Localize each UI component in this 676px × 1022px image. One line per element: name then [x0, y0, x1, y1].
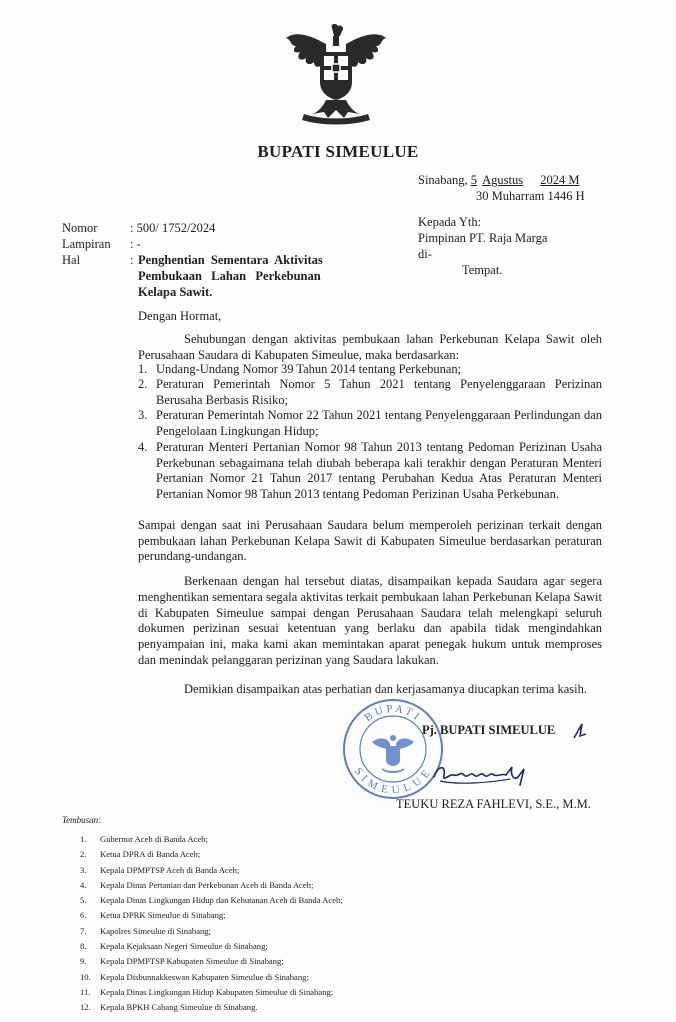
list-item: 2. Peraturan Pemerintah Nomor 5 Tahun 2021 tentang Penyelenggaraan Perizinan Berusaha Berbasis Risiko; — [138, 377, 602, 407]
date-day: 5 — [470, 173, 478, 187]
greeting: Dengan Hormat, — [138, 309, 222, 323]
svg-text:SIMEULUE — [352, 766, 434, 797]
recipient-line-4: Tempat. — [462, 263, 503, 277]
tembusan-label: Tembusan: — [62, 815, 102, 825]
initial-mark-icon — [572, 722, 588, 744]
signatory-title: Pj. BUPATI SIMEULUE — [422, 723, 556, 737]
list-item: 1. Undang-Undang Nomor 39 Tahun 2014 tentang Perkebunan; — [138, 362, 462, 376]
list-item: 9. Kepala DPMPTSP Kabupaten Simeulue di Sinabang; — [80, 956, 284, 967]
list-item: 10. Kepala Disbunnakkeswan Kabupaten Simeulue di Sinabang; — [80, 971, 309, 982]
nomor-value: : 500/ 1752/2024 — [130, 221, 216, 235]
signatory-name: TEUKU REZA FAHLEVI, S.E., M.M. — [396, 797, 591, 811]
paragraph-closing: Demikian disampaikan atas perhatian dan kerjasamanya diucapkan terima kasih. — [184, 682, 587, 696]
handwritten-signature-icon — [428, 755, 538, 795]
recipient-line-3: di- — [418, 247, 432, 261]
list-item: 11. Kepala Dinas Lingkungan Hidup Kabupaten Simeulue di Sinabang; — [80, 986, 334, 997]
list-item: 12. Kepala BPKH Cabang Simeulue di Sinabang. — [80, 1002, 258, 1013]
date-hijri: 30 Muharram 1446 H — [476, 189, 585, 203]
stamp-text-top: BUPATI — [362, 702, 424, 725]
list-item: 4. Kepala Dinas Pertanian dan Perkebunan Aceh di Banda Aceh; — [80, 879, 314, 890]
list-item: 1. Gubernur Aceh di Banda Aceh; — [80, 834, 208, 844]
list-item: 8. Kepala Kejaksaan Negeri Simeulue di Sinabang; — [80, 941, 268, 952]
date-month: Agustus — [482, 173, 524, 187]
list-item: 5. Kepala Dinas Lingkungan Hidup dan Kehutanan Aceh di Banda Aceh; — [80, 895, 343, 906]
tembusan-list — [80, 832, 440, 1016]
intro-paragraph: Sehubungan dengan aktivitas pembukaan lahan Perkebunan Kelapa Sawit oleh Perusahaan Saudara di Kabupaten Simeulue, maka berdasarkan: — [138, 332, 602, 362]
recipient-line-2: Pimpinan PT. Raja Marga — [418, 231, 548, 245]
date-place: Sinabang, — [418, 173, 468, 187]
hal-label: Hal — [62, 253, 81, 267]
list-item: 7. Kapolres Simeulue di Sinabang; — [80, 925, 211, 936]
date-line — [418, 172, 608, 188]
paragraph-status: Sampai dengan saat ini Perusahaan Saudara belum memperoleh perizinan terkait dengan pembukaan lahan Perkebunan Kelapa Sawit di Kabupaten Simeulue berdasarkan peraturan perundang-undangan. — [138, 518, 602, 563]
nomor-label: Nomor — [62, 221, 98, 235]
list-item: 3. Kepala DPMPTSP Aceh di Banda Aceh; — [80, 864, 240, 875]
list-item: 3. Peraturan Pemerintah Nomor 22 Tahun 2021 tentang Penyelenggaraan Perlindungan dan Pengelolaan Lingkungan Hidup; — [138, 408, 602, 438]
recipient-line-1: Kepada Yth: — [418, 215, 482, 229]
paragraph-instruction: Berkenaan dengan hal tersebut diatas, disampaikan kepada Saudara agar segera menghentikan sementara segala aktivitas terkait pembukaan lahan Perkebunan Kelapa Sawit di Kabupaten Simeulue sampai dengan Perusahaan Saudara telah melengkapi seluruh dokumen perizinan sesuai ketentuan yang berlaku dan apabila tidak mengindahkan penyampaian ini, maka kami akan memintakan aparat penegak hukum untuk memproses dan menindak pelanggaran perizinan yang Saudara lakukan. — [138, 574, 602, 667]
list-item: 2. Ketua DPRA di Banda Aceh; — [80, 849, 201, 860]
hal-line-1: Penghentian Sementara Aktivitas — [138, 253, 323, 267]
hal-colon: : — [130, 253, 134, 267]
hal-line-3: Kelapa Sawit. — [138, 285, 213, 299]
stamp-text-bottom: SIMEULUE — [351, 765, 435, 797]
date-year: 2024 M — [540, 173, 580, 187]
garuda-emblem-icon — [282, 22, 390, 126]
list-item: 6. Ketua DPRK Simeulue di Sinabang; — [80, 910, 226, 921]
lampiran-value: : - — [130, 237, 141, 251]
letterhead-title: BUPATI SIMEULUE — [257, 142, 419, 161]
hal-line-2: Pembukaan Lahan Perkebunan — [138, 269, 321, 283]
list-item: 4. Peraturan Menteri Pertanian Nomor 98 Tahun 2013 tentang Pedoman Perizinan Usaha Perkebunan sebagaimana telah diubah beberapa kali terakhir dengan Peraturan Menteri Pertanian Nomor 21 Tahun 2017 tentang Perubahan Kedua Atas Peraturan Menteri Pertanian Nomor 98 Tahun 2013 tentang Pedoman Perizinan Usaha Perkebunan. — [138, 440, 602, 501]
lampiran-label: Lampiran — [62, 237, 111, 251]
